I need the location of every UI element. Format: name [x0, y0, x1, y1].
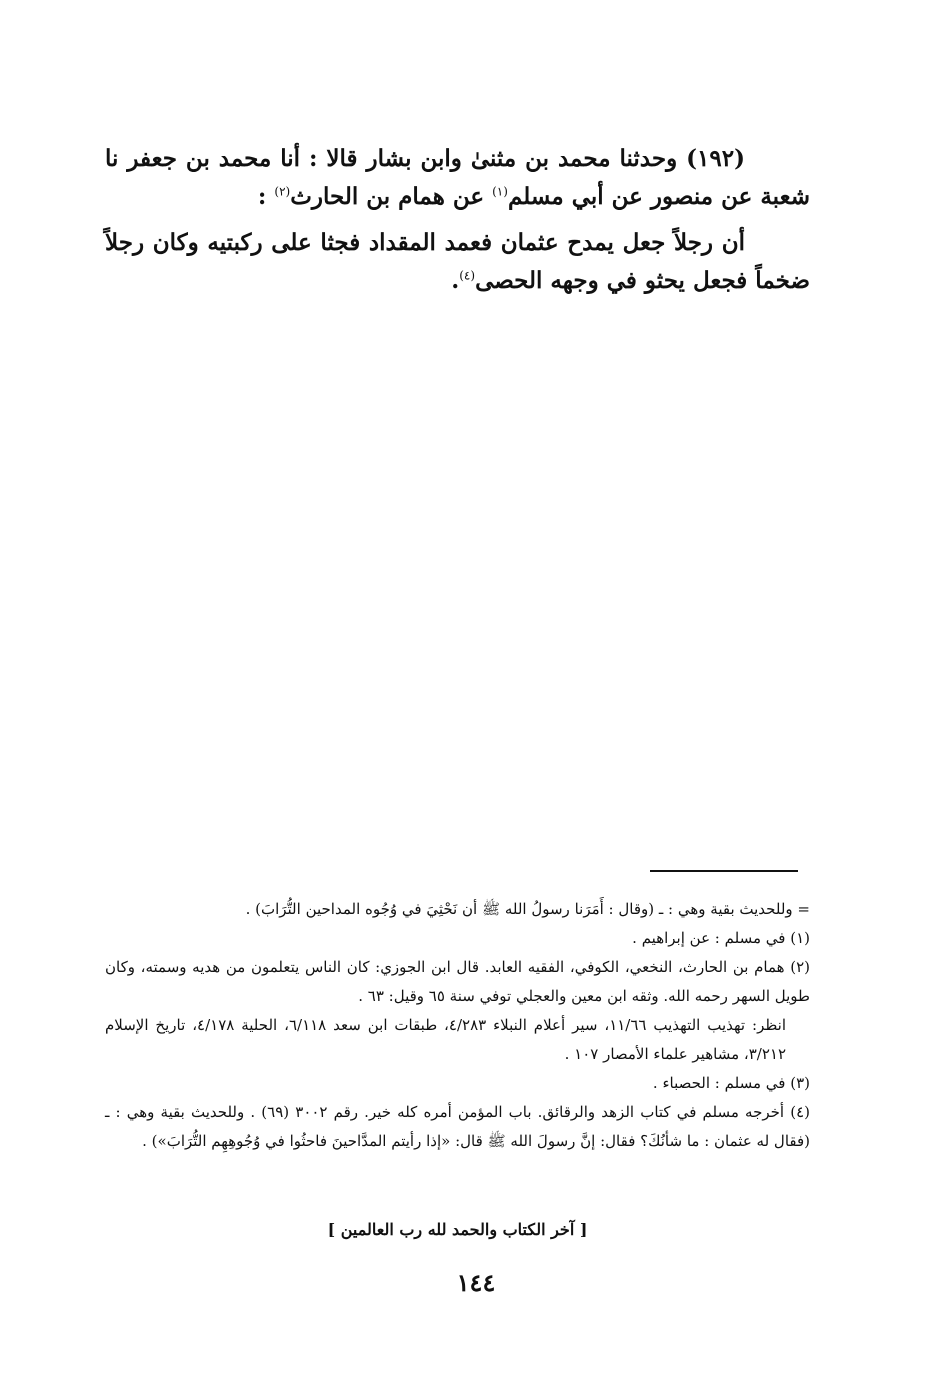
matn-end: .	[451, 267, 460, 294]
footnote-text: في مسلم : عن إبراهيم .	[632, 929, 786, 947]
footnote-ref-4: (٤)	[459, 268, 476, 283]
matn-text: أن رجلاً جعل يمدح عثمان فعمد المقداد فجثا على ركبتيه وكان رجلاً ضخماً فجعل يحثو في وجهه الحصى	[105, 229, 810, 294]
footnote-2-sources	[105, 1011, 810, 1069]
footnote-mark: (٤)	[790, 1103, 810, 1121]
footnote-1	[105, 924, 810, 953]
footnote-separator	[650, 870, 798, 872]
footnote-mark: (٢)	[790, 958, 810, 976]
footnote-text: أخرجه مسلم في كتاب الزهد والرقائق. باب المؤمن أمره كله خير. رقم ٣٠٠٢ (٦٩) . وللحديث بقية وهي : ـ (فقال له عثمان : ما شأنُكَ؟ فقال: إنَّ رسولَ الله ﷺ قال: «إذا رأيتم المدَّاحينَ فاحثُوا في وُجُوهِهِم التُّرَابَ») .	[105, 1103, 810, 1150]
footnote-mark: (٣)	[790, 1074, 810, 1092]
footnote-mark: (١)	[790, 929, 810, 947]
footnote-3	[105, 1069, 810, 1098]
footnote-text: وللحديث بقية وهي : ـ (وقال : أَمَرَنا رسولُ الله ﷺ أن نَحْثِيَ في وُجُوه المداحين التُّرَابَ) .	[245, 900, 793, 918]
footnote-text: في مسلم : الحصباء .	[652, 1074, 786, 1092]
isnad-part-1: وحدثنا محمد بن مثنىٰ وابن بشار قالا : أنا محمد بن جعفر نا شعبة عن منصور عن أبي مسلم	[105, 145, 810, 210]
hadith-number: (١٩٢)	[686, 145, 745, 172]
footnote-text: انظر: تهذيب التهذيب ١١/٦٦، سير أعلام النبلاء ٤/٢٨٣، طبقات ابن سعد ٦/١١٨، الحلية ٤/١٧٨، تاريخ الإسلام ٣/٢١٢، مشاهير علماء الأمصار ١٠٧ .	[105, 1016, 786, 1063]
footnote-4	[105, 1098, 810, 1156]
footnote-continuation	[105, 895, 810, 924]
footnote-text: همام بن الحارث، النخعي، الكوفي، الفقيه العابد. قال ابن الجوزي: كان الناس يتعلمون من هديه وسمته، وكان طويل السهر رحمه الله. وثقه ابن معين والعجلي توفي سنة ٦٥ وقيل: ٦٣ .	[105, 958, 810, 1005]
hadith-matn	[105, 224, 810, 300]
hadith-isnad	[105, 140, 810, 216]
hadith-text	[105, 140, 810, 300]
isnad-colon: :	[257, 183, 267, 210]
page-number: ١٤٤	[456, 1268, 496, 1297]
book-end-note: [ آخر الكتاب والحمد لله رب العالمين ]	[327, 1220, 588, 1239]
footnotes	[105, 895, 810, 1156]
footnote-ref-1: (١)	[492, 184, 508, 199]
isnad-part-2: عن همام بن الحارث	[290, 183, 485, 210]
footnote-ref-2: (٢)	[274, 184, 291, 199]
footnote-2	[105, 953, 810, 1011]
footnote-mark: =	[797, 900, 810, 918]
